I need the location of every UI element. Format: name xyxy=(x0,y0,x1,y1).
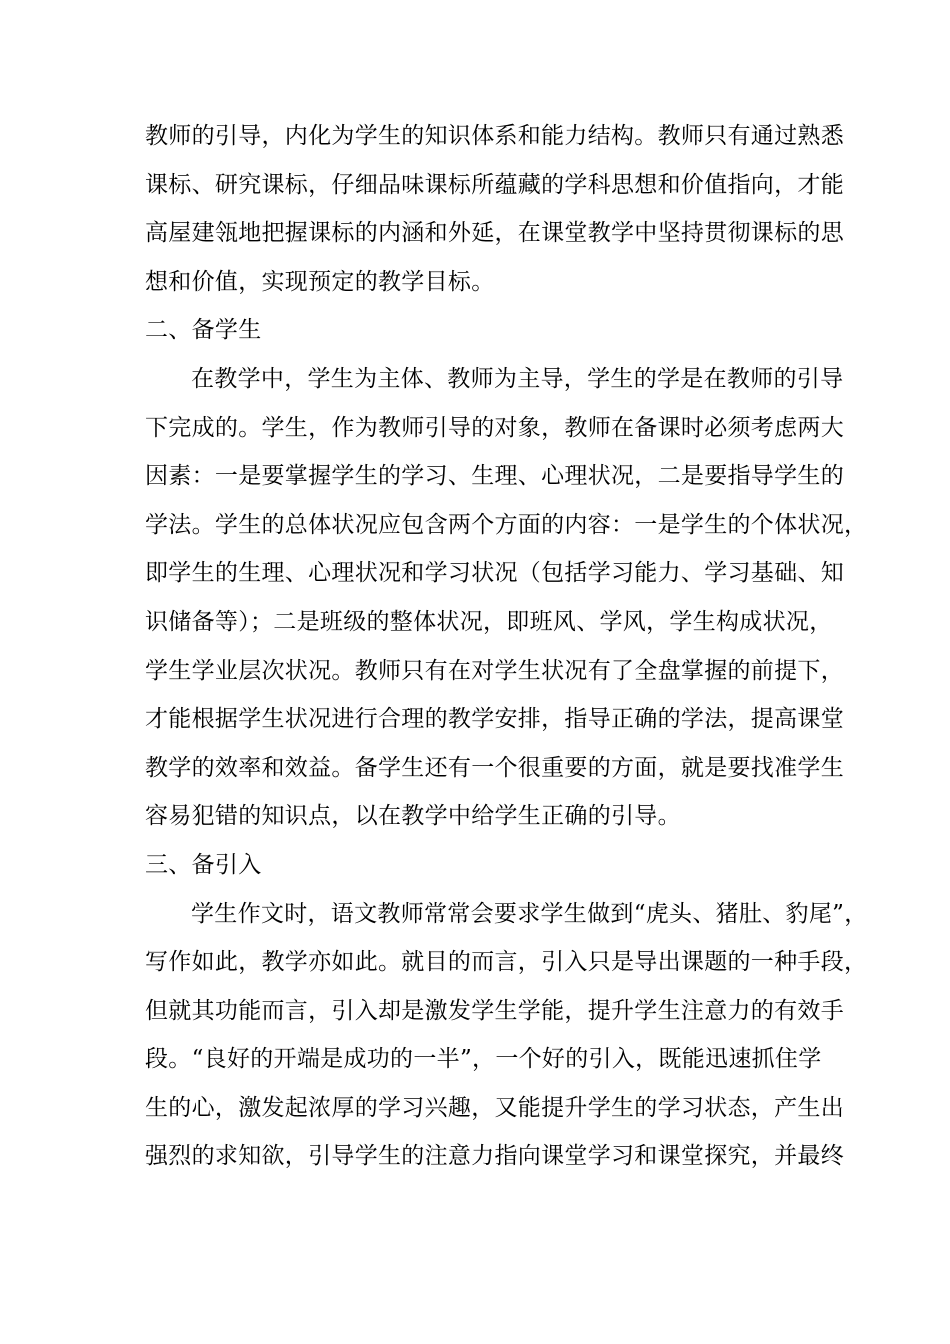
text-line: 因素：一是要掌握学生的学习、生理、心理状况，二是要指导学生的 xyxy=(145,463,844,490)
text-line: 容易犯错的知识点，以在教学中给学生正确的引导。 xyxy=(145,803,681,830)
text-line: 教学的效率和效益。备学生还有一个很重要的方面，就是要找准学生 xyxy=(145,754,844,781)
text-line: 才能根据学生状况进行合理的教学安排，指导正确的学法，提高课堂 xyxy=(145,706,844,733)
text-line: 想和价值，实现预定的教学目标。 xyxy=(145,268,495,295)
text-line: 学生学业层次状况。教师只有在对学生状况有了全盘掌握的前提下， xyxy=(145,657,844,684)
text-line: 学法。学生的总体状况应包含两个方面的内容：一是学生的个体状况， xyxy=(145,511,868,538)
text-line: 生的心，激发起浓厚的学习兴趣，又能提升学生的学习状态，产生出 xyxy=(145,1094,844,1121)
text-line: 高屋建瓴地把握课标的内涵和外延，在课堂教学中坚持贯彻课标的思 xyxy=(145,220,844,247)
document-page xyxy=(145,112,868,1181)
text-line: 强烈的求知欲，引导学生的注意力指向课堂学习和课堂探究，并最终 xyxy=(145,1143,844,1170)
text-line: 下完成的。学生，作为教师引导的对象，教师在备课时必须考虑两大 xyxy=(145,414,844,441)
text-line: 段。“良好的开端是成功的一半”，一个好的引入，既能迅速抓住学 xyxy=(145,1046,822,1073)
text-line: 写作如此，教学亦如此。就目的而言，引入只是导出课题的一种手段， xyxy=(145,949,868,976)
section-heading: 二、备学生 xyxy=(145,317,262,344)
text-line: 即学生的生理、心理状况和学习状况（包括学习能力、学习基础、知 xyxy=(145,560,844,587)
text-line: 教师的引导，内化为学生的知识体系和能力结构。教师只有通过熟悉 xyxy=(145,123,844,149)
paragraph-first-line: 学生作文时，语文教师常常会要求学生做到“虎头、猪肚、豹尾”， xyxy=(191,900,868,927)
text-line: 课标、研究课标，仔细品味课标所蕴藏的学科思想和价值指向，才能 xyxy=(145,171,844,198)
text-line: 但就其功能而言，引入却是激发学生学能，提升学生注意力的有效手 xyxy=(145,997,844,1024)
section-heading: 三、备引入 xyxy=(145,851,262,878)
text-line: 识储备等）；二是班级的整体状况，即班风、学风，学生构成状况， xyxy=(145,608,833,635)
paragraph-first-line: 在教学中，学生为主体、教师为主导，学生的学是在教师的引导 xyxy=(191,365,844,392)
